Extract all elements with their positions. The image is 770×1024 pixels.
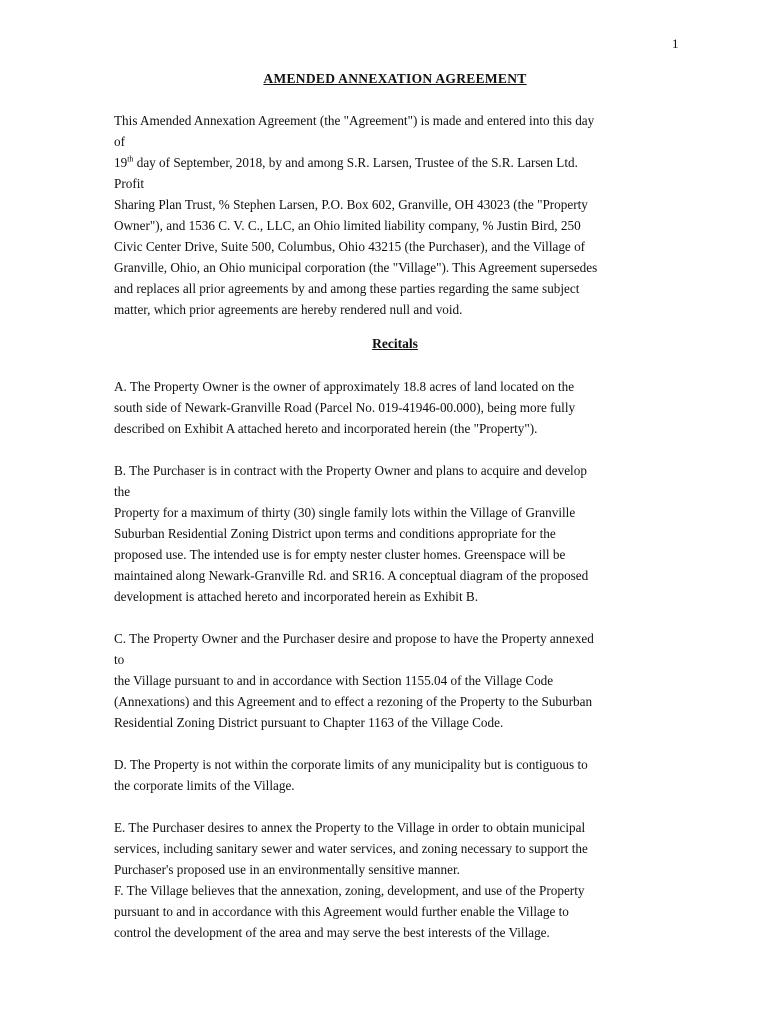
recital-line: services, including sanitary sewer and water services, and zoning necessary to support the	[114, 841, 588, 856]
recital-line: the Village pursuant to and in accordance with Section 1155.04 of the Village Code	[114, 673, 554, 688]
intro-line: of	[114, 134, 125, 149]
recital-line: Residential Zoning District pursuant to Chapter 1163 of the Village Code.	[114, 715, 504, 730]
recitals-heading: Recitals	[372, 336, 418, 351]
recital-line: F. The Village believes that the annexation, zoning, development, and use of the Property	[114, 883, 585, 898]
recital-c	[114, 628, 694, 733]
recital-line: to	[114, 652, 125, 667]
recital-line: the	[114, 484, 131, 499]
recital-b	[114, 460, 694, 607]
recital-e	[114, 817, 694, 880]
recital-line: pursuant to and in accordance with this Agreement would further enable the Village to	[114, 904, 569, 919]
intro-line: and replaces all prior agreements by and among these parties regarding the same subject	[114, 281, 580, 296]
date-day: 19	[114, 155, 128, 170]
recital-line: the corporate limits of the Village.	[114, 778, 295, 793]
recital-line: A. The Property Owner is the owner of approximately 18.8 acres of land located on the	[114, 379, 575, 394]
intro-line: matter, which prior agreements are hereby rendered null and void.	[114, 302, 463, 317]
recital-line: maintained along Newark-Granville Rd. and SR16. A conceptual diagram of the proposed	[114, 568, 589, 583]
intro-line: This Amended Annexation Agreement (the "Agreement") is made and entered into this day	[114, 113, 595, 128]
recital-line: described on Exhibit A attached hereto and incorporated herein (the "Property").	[114, 421, 538, 436]
recital-line: Purchaser's proposed use in an environmentally sensitive manner.	[114, 862, 460, 877]
intro-line: Granville, Ohio, an Ohio municipal corporation (the "Village"). This Agreement supersedes	[114, 260, 598, 275]
recital-a	[114, 376, 694, 439]
recital-line: Suburban Residential Zoning District upon terms and conditions appropriate for the	[114, 526, 556, 541]
recital-line: Property for a maximum of thirty (30) single family lots within the Village of Granville	[114, 505, 576, 520]
intro-paragraph	[114, 110, 694, 320]
intro-line: Owner"), and 1536 C. V. C., LLC, an Ohio limited liability company, % Justin Bird, 250	[114, 218, 581, 233]
intro-line: Sharing Plan Trust, % Stephen Larsen, P.O. Box 602, Granville, OH 43023 (the "Property	[114, 197, 588, 212]
recital-line: south side of Newark-Granville Road (Parcel No. 019-41946-00.000), being more fully	[114, 400, 576, 415]
recital-line: development is attached hereto and incorporated herein as Exhibit B.	[114, 589, 478, 604]
page-number: 1	[672, 36, 679, 51]
intro-line: Civic Center Drive, Suite 500, Columbus, Ohio 43215 (the Purchaser), and the Village of	[114, 239, 586, 254]
recital-line: B. The Purchaser is in contract with the Property Owner and plans to acquire and develop	[114, 463, 587, 478]
recital-line: control the development of the area and may serve the best interests of the Village.	[114, 925, 550, 940]
recital-line: (Annexations) and this Agreement and to effect a rezoning of the Property to the Suburban	[114, 694, 593, 709]
recital-d	[114, 754, 694, 796]
intro-line: Profit	[114, 176, 145, 191]
recital-line: proposed use. The intended use is for empty nester cluster homes. Greenspace will be	[114, 547, 566, 562]
recital-line: D. The Property is not within the corporate limits of any municipality but is contiguous to	[114, 757, 588, 772]
recital-f	[114, 880, 694, 943]
document-title: AMENDED ANNEXATION AGREEMENT	[263, 71, 527, 86]
recital-line: E. The Purchaser desires to annex the Property to the Village in order to obtain municipal	[114, 820, 586, 835]
date-suffix: th	[127, 154, 134, 164]
intro-line-date	[114, 152, 694, 173]
date-rest: day of September, 2018, by and among S.R. Larsen, Trustee of the S.R. Larsen Ltd.	[133, 155, 578, 170]
recital-line: C. The Property Owner and the Purchaser desire and propose to have the Property annexed	[114, 631, 594, 646]
